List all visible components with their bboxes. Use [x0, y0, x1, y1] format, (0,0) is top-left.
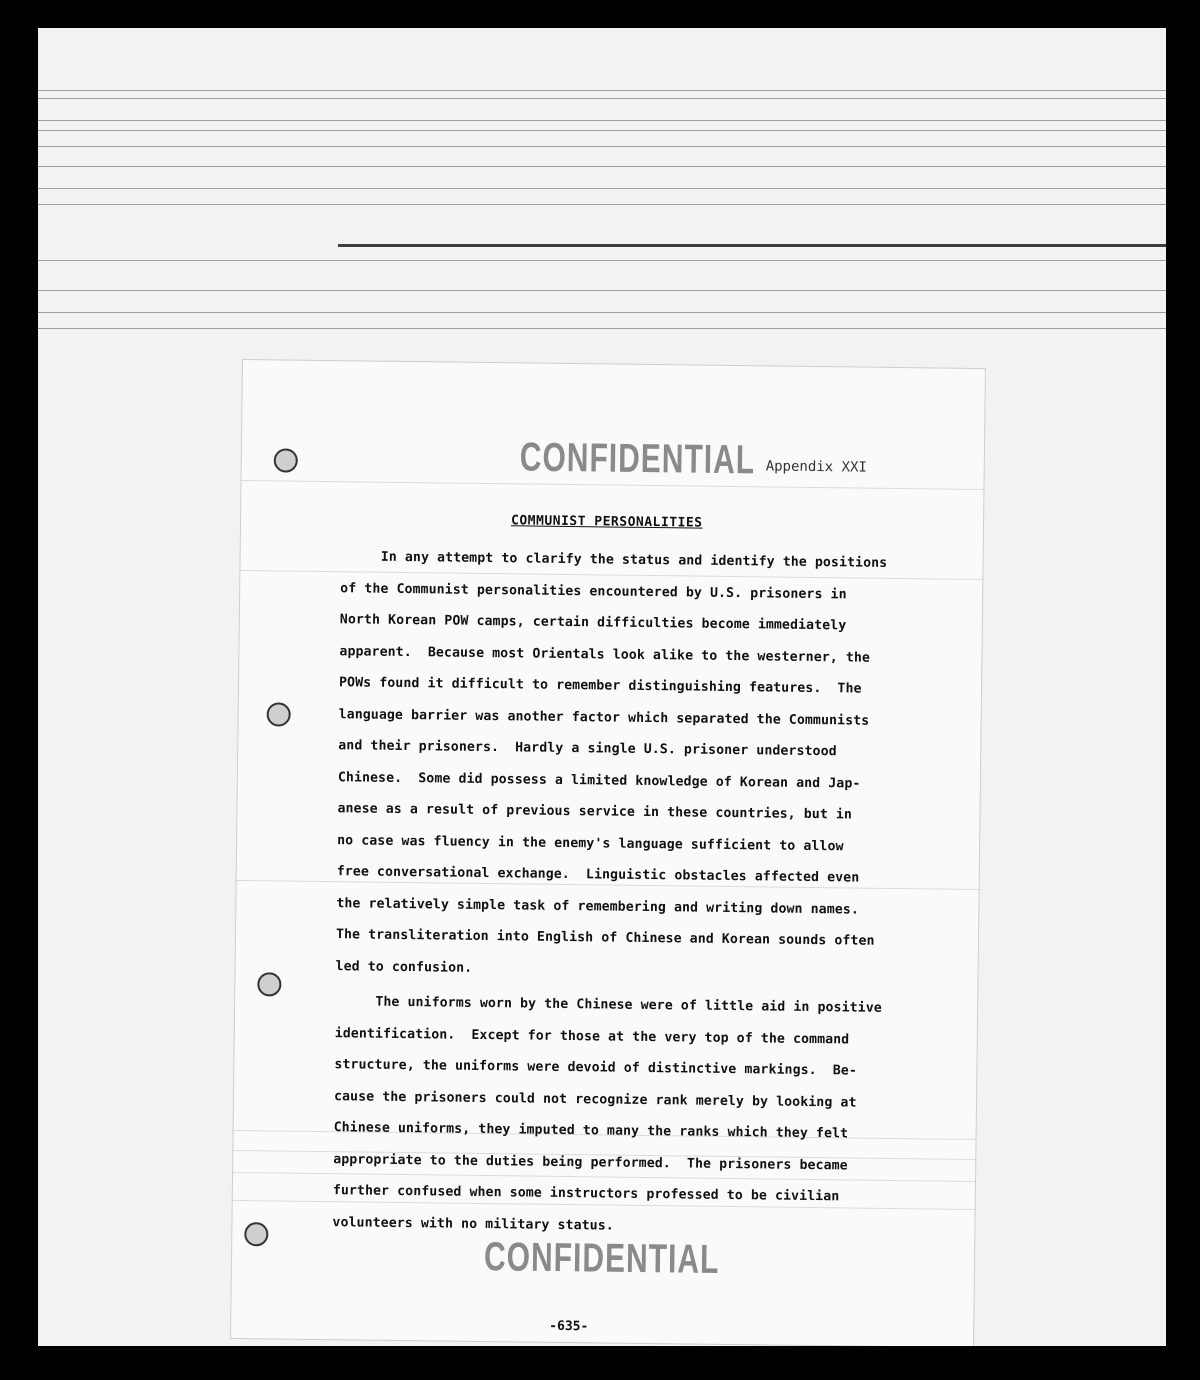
confidential-stamp-bottom: CONFIDENTIAL: [483, 1235, 720, 1283]
paragraph2-line: cause the prisoners could not recognize rank merely by looking at: [333, 1088, 857, 1111]
punch-hole-2: [267, 702, 291, 726]
paragraph1-line: In any attempt to clarify the status and identify the positions: [340, 549, 888, 571]
punch-hole-1: [274, 448, 298, 472]
page-number: -635-: [549, 1318, 589, 1335]
paragraph2-line: identification. Except for those at the very top of the command: [334, 1025, 850, 1047]
confidential-stamp-top: CONFIDENTIAL: [519, 435, 756, 483]
paragraph1-line: The transliteration into English of Chinese and Korean sounds often: [335, 927, 875, 949]
paragraph1-line: anese as a result of previous service in these countries, but in: [337, 801, 853, 823]
punch-hole-4: [244, 1222, 268, 1246]
document-title: COMMUNIST PERSONALITIES: [510, 513, 703, 531]
paragraph2-line: volunteers with no military status.: [332, 1214, 614, 1234]
paragraph2-line: Chinese uniforms, they imputed to many the ranks which they felt: [333, 1120, 849, 1142]
paragraph2-line: structure, the uniforms were devoid of distinctive markings. Be-: [334, 1057, 858, 1079]
paragraph1-line: free conversational exchange. Linguistic obstacles affected even: [336, 864, 860, 886]
paragraph2-line: The uniforms worn by the Chinese were of little aid in positive: [335, 994, 882, 1016]
document-sheet: [231, 360, 985, 1346]
paragraph1-line: Chinese. Some did possess a limited knowledge of Korean and Jap-: [337, 769, 861, 792]
paragraph1-line: apparent. Because most Orientals look alike to the westerner, the: [339, 643, 871, 666]
scan-frame: [38, 28, 1166, 1346]
paragraph1-line: of the Communist personalities encountered by U.S. prisoners in: [340, 580, 847, 602]
appendix-label: Appendix XXI: [765, 458, 867, 476]
paragraph1-line: language barrier was another factor which separated the Communists: [338, 706, 870, 729]
paragraph1-line: and their prisoners. Hardly a single U.S. prisoner understood: [338, 738, 837, 760]
punch-hole-3: [257, 972, 281, 996]
paragraph1-line: North Korean POW camps, certain difficulties become immediately: [339, 612, 847, 634]
paragraph2-line: further confused when some instructors professed to be civilian: [332, 1183, 840, 1205]
paragraph1-line: POWs found it difficult to remember distinguishing features. The: [338, 675, 862, 697]
paragraph1-line: led to confusion.: [335, 958, 473, 976]
paragraph2-line: appropriate to the duties being performed. The prisoners became: [333, 1151, 848, 1173]
paragraph1-line: no case was fluency in the enemy's language sufficient to allow: [337, 832, 844, 854]
paragraph1-line: the relatively simple task of remembering and writing down names.: [336, 895, 860, 918]
